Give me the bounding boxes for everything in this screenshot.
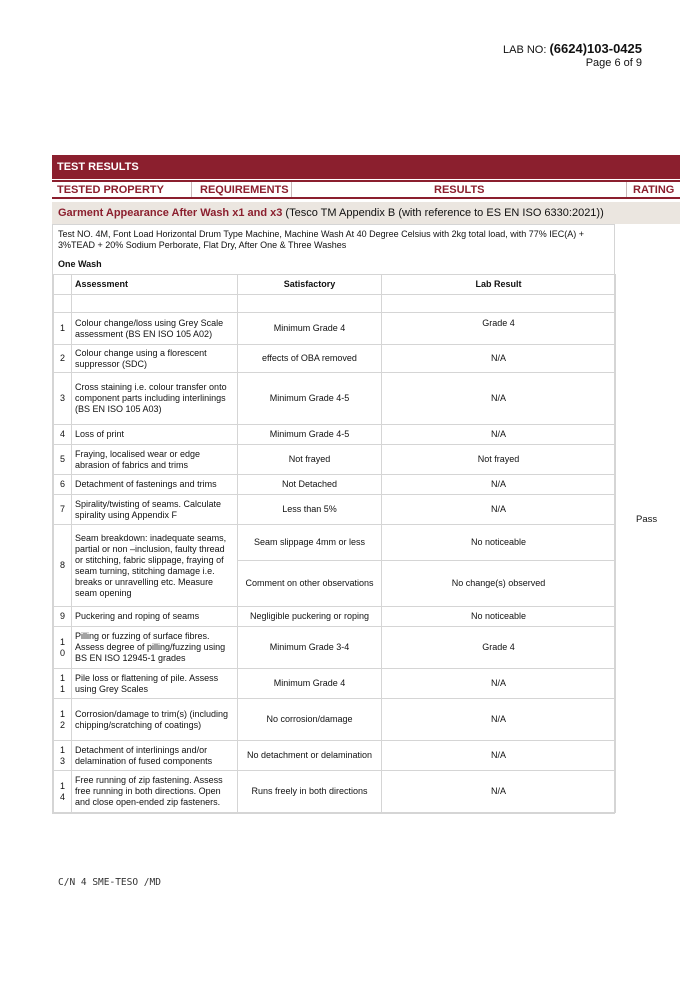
row-number: 8: [54, 525, 72, 607]
header-lab-result: Lab Result: [382, 275, 616, 295]
test-results-title: TEST RESULTS: [52, 155, 680, 179]
result-cell: N/A: [382, 669, 616, 699]
result-cell: N/A: [382, 345, 616, 373]
assessment-cell: Cross staining i.e. colour transfer onto component parts including interlinings (BS EN ISO 105 A03): [72, 373, 238, 425]
result-cell: N/A: [382, 425, 616, 445]
satisfactory-cell: Minimum Grade 4-5: [238, 425, 382, 445]
assessment-cell: Colour change using a florescent suppressor (SDC): [72, 345, 238, 373]
satisfactory-cell: Negligible puckering or roping: [238, 607, 382, 627]
satisfactory-cell: Not Detached: [238, 475, 382, 495]
table-row: [54, 495, 616, 525]
one-wash-heading: One Wash: [58, 259, 102, 269]
assessment-cell: Colour change/loss using Grey Scale assessment (BS EN ISO 105 A02): [72, 313, 238, 345]
test-description: Test NO. 4M, Font Load Horizontal Drum Type Machine, Machine Wash At 40 Degree Celsius with 2kg total load, with 77% IEC(A) + 3%TEAD + 20% Sodium Perborate, Flat Dry, After One & Three Washes: [58, 229, 584, 250]
lab-number: [503, 42, 642, 57]
table-row: [54, 425, 616, 445]
row-number: 4: [54, 425, 72, 445]
result-cell: Not frayed: [382, 445, 616, 475]
section-title-rest: (Tesco TM Appendix B (with reference to ES EN ISO 6330:2021)): [282, 207, 604, 219]
row-number: 1 0: [54, 627, 72, 669]
result-cell: No change(s) observed: [382, 561, 616, 607]
section-title-bold: Garment Appearance After Wash x1 and x3: [58, 207, 283, 219]
assessment-cell: Fraying, localised wear or edge abrasion of fabrics and trims: [72, 445, 238, 475]
satisfactory-cell: Minimum Grade 4-5: [238, 373, 382, 425]
assessment-cell: Seam breakdown: inadequate seams, partial or non –inclusion, faulty thread or stitching, fabric slippage, fraying of seam turning, stitching damage i.e. breaks or unravelling etc. Measure seam opening: [72, 525, 238, 607]
report-header: [503, 42, 642, 70]
header-satisfactory: Satisfactory: [238, 275, 382, 295]
column-header-bar: [52, 180, 680, 199]
page-number: Page 6 of 9: [585, 57, 642, 69]
table-row: [54, 313, 616, 345]
satisfactory-cell: effects of OBA removed: [238, 345, 382, 373]
result-cell: N/A: [382, 699, 616, 741]
assessment-table: [53, 274, 616, 813]
result-cell: N/A: [382, 495, 616, 525]
table-row: [54, 475, 616, 495]
satisfactory-cell: Minimum Grade 4: [238, 313, 382, 345]
assessment-cell: Loss of print: [72, 425, 238, 445]
assessment-cell: Detachment of interlinings and/or delamination of fused components: [72, 741, 238, 771]
result-cell: No noticeable: [382, 525, 616, 561]
row-number: 1 3: [54, 741, 72, 771]
col-requirements: REQUIREMENTS: [200, 184, 289, 196]
result-cell: Grade 4: [382, 627, 616, 669]
satisfactory-cell: Seam slippage 4mm or less: [238, 525, 382, 561]
table-row: [54, 607, 616, 627]
satisfactory-cell: No detachment or delamination: [238, 741, 382, 771]
table-row: [54, 669, 616, 699]
column-divider: [626, 182, 627, 197]
table-row: [54, 741, 616, 771]
section-title: [52, 202, 680, 224]
assessment-cell: Pile loss or flattening of pile. Assess using Grey Scales: [72, 669, 238, 699]
result-cell: N/A: [382, 373, 616, 425]
assessment-cell: Puckering and roping of seams: [72, 607, 238, 627]
row-number: 5: [54, 445, 72, 475]
row-number: 2: [54, 345, 72, 373]
table-row: [54, 373, 616, 425]
satisfactory-cell: Minimum Grade 3-4: [238, 627, 382, 669]
table-row: [54, 525, 616, 561]
row-number: 3: [54, 373, 72, 425]
row-number: 9: [54, 607, 72, 627]
table-header-row: [54, 275, 616, 295]
row-number: 1 1: [54, 669, 72, 699]
column-divider: [291, 182, 292, 197]
table-row: [54, 627, 616, 669]
header-assessment: Assessment: [72, 275, 238, 295]
result-cell: No noticeable: [382, 607, 616, 627]
col-rating: RATING: [633, 184, 675, 196]
satisfactory-cell: No corrosion/damage: [238, 699, 382, 741]
row-number: 7: [54, 495, 72, 525]
col-results: RESULTS: [434, 184, 485, 196]
lab-no-label: LAB NO:: [503, 44, 550, 56]
rating-value: Pass: [636, 514, 658, 525]
lab-no-value: (6624)103-0425: [549, 41, 642, 56]
table-row: [54, 771, 616, 813]
satisfactory-cell: Minimum Grade 4: [238, 669, 382, 699]
column-divider: [191, 182, 192, 197]
satisfactory-cell: Not frayed: [238, 445, 382, 475]
result-cell: N/A: [382, 741, 616, 771]
satisfactory-cell: Runs freely in both directions: [238, 771, 382, 813]
assessment-cell: Pilling or fuzzing of surface fibres. Assess degree of pilling/fuzzing using BS EN ISO 12945-1 grades: [72, 627, 238, 669]
row-number: 1: [54, 313, 72, 345]
table-row: [54, 445, 616, 475]
assessment-cell: Free running of zip fastening. Assess free running in both directions. Open and close open-ended zip fasteners.: [72, 771, 238, 813]
satisfactory-cell: Less than 5%: [238, 495, 382, 525]
row-number: 1 2: [54, 699, 72, 741]
table-row: [54, 345, 616, 373]
assessment-cell: Corrosion/damage to trim(s) (including chipping/scratching of coatings): [72, 699, 238, 741]
col-tested-property: TESTED PROPERTY: [57, 184, 164, 196]
assessment-cell: Detachment of fastenings and trims: [72, 475, 238, 495]
table-row: [54, 699, 616, 741]
satisfactory-cell: Comment on other observations: [238, 561, 382, 607]
row-number: 6: [54, 475, 72, 495]
footer-code: C/N 4 SME-TESO /MD: [58, 877, 161, 888]
header-num-cell: [54, 275, 72, 295]
assessment-cell: Spirality/twisting of seams. Calculate spirality using Appendix F: [72, 495, 238, 525]
blank-row: [54, 295, 616, 313]
row-number: 1 4: [54, 771, 72, 813]
result-cell: N/A: [382, 771, 616, 813]
result-cell: N/A: [382, 475, 616, 495]
result-cell: Grade 4: [382, 313, 616, 345]
